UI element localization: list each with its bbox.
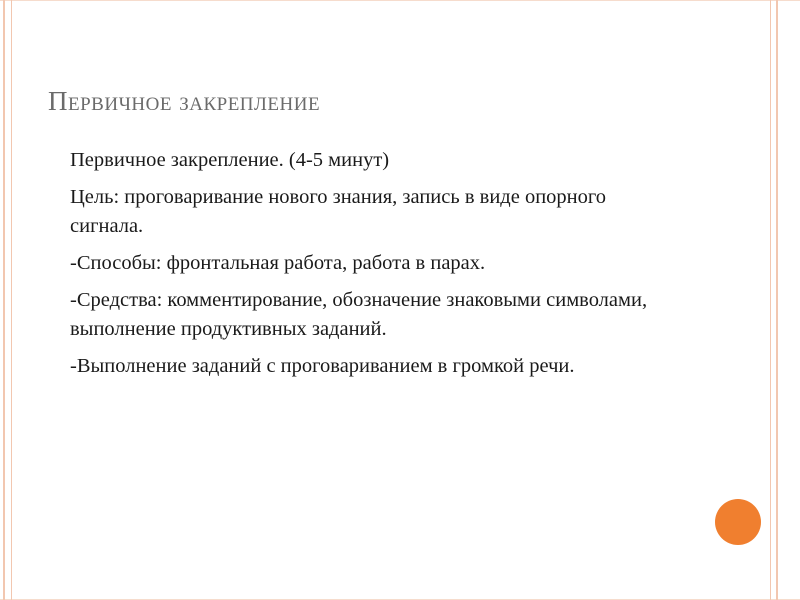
bullet-item bbox=[44, 146, 684, 175]
bullet-item bbox=[44, 249, 684, 278]
bullet-item bbox=[44, 352, 684, 381]
bullet-text: Первичное закрепление. (4-5 минут) bbox=[70, 149, 390, 171]
bullet-item bbox=[44, 286, 684, 344]
frame-left-inner-line bbox=[11, 0, 12, 600]
orange-circle-icon bbox=[715, 499, 761, 545]
bullet-text: -Средства: комментирование, обозначение знаковыми символами, выполнение продуктивных заданий. bbox=[70, 289, 648, 340]
frame-right-inner-line bbox=[770, 0, 771, 600]
frame-left-outer-line bbox=[3, 0, 5, 600]
slide-title: Первичное закрепление bbox=[48, 86, 321, 116]
bullet-list bbox=[44, 146, 684, 389]
bullet-item bbox=[44, 183, 684, 241]
bullet-text: -Способы: фронтальная работа, работа в парах. bbox=[70, 252, 486, 274]
bullet-text: -Выполнение заданий с проговариванием в громкой речи. bbox=[70, 355, 575, 377]
bullet-text: Цель: проговаривание нового знания, запись в виде опорного сигнала. bbox=[70, 186, 607, 237]
frame-top-line bbox=[0, 0, 800, 1]
frame-right-outer-line bbox=[776, 0, 778, 600]
